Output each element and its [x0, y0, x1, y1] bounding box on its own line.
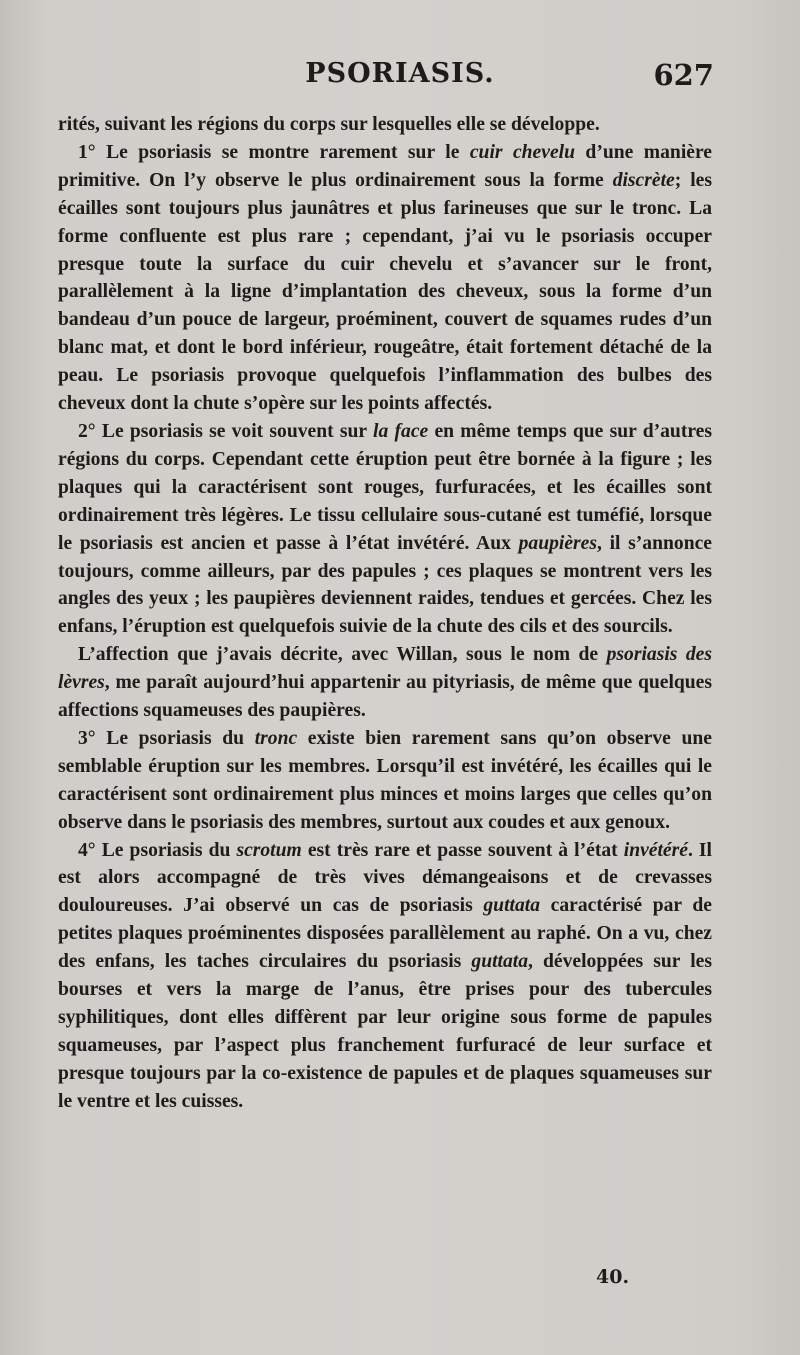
italic-term: la face: [373, 420, 429, 442]
paragraph: [58, 418, 712, 641]
text-run: L’affection que j’avais décrite, avec Willan, sous le nom de: [78, 644, 607, 666]
italic-term: cuir chevelu: [469, 141, 575, 163]
page-number: 627: [653, 58, 714, 92]
text-run: 2° Le psoriasis se voit souvent sur: [78, 420, 374, 442]
text-run: est très rare et passe souvent à l’état: [301, 839, 624, 861]
text-run: , développées sur les bourses et vers la marge de l’anus, être prises pour des tubercules syphilitiques, dont elles diffèrent par leur origine sous forme de papules squameuses, par l’aspect plus franchement furfuracé de leur surface et presque toujours par la co-existence de papules et de plaques squameuses sur le ventre et les cuisses.: [58, 951, 712, 1112]
italic-term: invétéré: [623, 839, 688, 861]
signature-mark: 40.: [596, 1266, 630, 1288]
text-run: en même temps que sur d’autres régions du corps. Cependant cette éruption peut être bornée à la figure ; les plaques qui la caractérisent sont rouges, furfuracées, et les écailles sont ordinairement très légères. Le tissu cellulaire sous-cutané est tuméfié, lorsque le psoriasis est ancien et passe à l’état invétéré. Aux: [58, 420, 713, 554]
text-run: . Il est alors accompagné de très vives démangeaisons et de crevasses douloureuses. J’ai observé un cas de psoriasis: [58, 839, 712, 917]
paragraph: [58, 725, 712, 837]
paragraph: [58, 139, 712, 418]
text-run: caractérisé par de petites plaques proéminentes disposées parallèlement au raphé. On a vu, chez des enfans, les taches circulaires du psoriasis: [58, 895, 712, 973]
italic-term: discrète: [612, 169, 675, 191]
italic-term: scrotum: [236, 839, 302, 861]
page-header: [0, 58, 800, 100]
italic-term: guttata: [471, 951, 529, 973]
text-run: , il s’annonce toujours, comme ailleurs, par des papules ; ces plaques se montrent vers les angles des yeux ; les paupières deviennent raides, tendues et gercées. Chez les enfans, l’éruption est quelquefois suivie de la chute des cils et des sourcils.: [58, 532, 712, 638]
italic-term: guttata: [483, 895, 540, 917]
text-run: ; les écailles sont toujours plus jaunâtres et plus farineuses que sur le tronc. La forme confluente est plus rare ; cependant, j’ai vu le psoriasis occuper presque toute la surface du cuir chevelu et s’avancer sur le front, parallèlement à la ligne d’implantation des cheveux, sous la forme d’un bandeau d’un pouce de largeur, proéminent, couvert de squames rudes d’un blanc mat, et dont le bord inférieur, rougeâtre, était fortement détaché de la peau. Le psoriasis provoque quelquefois l’inflammation des bulbes des cheveux dont la chute s’opère sur les points affectés.: [58, 169, 712, 415]
text-run: 3° Le psoriasis du: [78, 727, 255, 749]
text-run: , me paraît aujourd’hui appartenir au pityriasis, de même que quelques affections squameuses des paupières.: [58, 672, 712, 722]
running-title: PSORIASIS.: [305, 58, 495, 89]
body-text: [58, 111, 712, 1116]
text-run: d’une manière primitive. On l’y observe le plus ordinairement sous la forme: [58, 141, 712, 191]
paragraph: [58, 641, 712, 725]
paragraph: [58, 111, 712, 139]
text-run: 1° Le psoriasis se montre rarement sur le: [78, 141, 470, 163]
text-run: existe bien rarement sans qu’on observe une semblable éruption sur les membres. Lorsqu’il est invétéré, les écailles qui le caractérisent sont ordinairement plus minces et moins larges que celles qu’on observe dans le psoriasis des membres, surtout aux coudes et aux genoux.: [58, 727, 712, 833]
text-run: 4° Le psoriasis du: [78, 839, 237, 861]
italic-term: paupières: [518, 532, 597, 554]
italic-term: psoriasis des lèvres: [58, 644, 712, 694]
italic-term: tronc: [254, 727, 298, 749]
paragraph: [58, 837, 712, 1116]
text-run: rités, suivant les régions du corps sur lesquelles elle se développe.: [58, 114, 600, 135]
